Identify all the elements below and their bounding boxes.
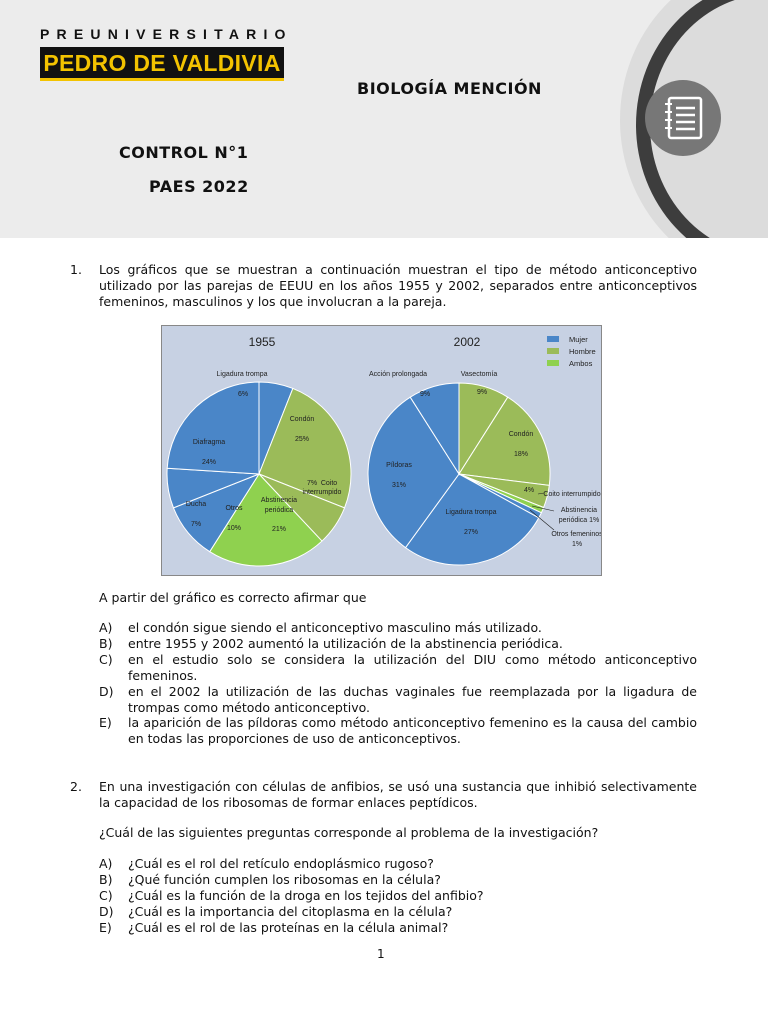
- slice-label: 18%: [513, 451, 529, 458]
- option-letter: A): [99, 620, 113, 635]
- stem-line: utilizado por las parejas de EEUU en los años 1955 y 2002, separados entre anticonceptivos: [99, 278, 697, 293]
- stem-line: femeninos, masculinos y los que involucran a la pareja.: [99, 294, 447, 309]
- option-text: ¿Cuál es el rol del retículo endoplásmico rugoso?: [128, 856, 434, 871]
- slice-label: Otros femeninos: [551, 531, 601, 538]
- slice-label: 27%: [463, 529, 479, 536]
- slice-label: Condón: [508, 431, 534, 438]
- slice-label: Coito: [320, 480, 338, 487]
- question-stem: [99, 779, 697, 811]
- option-text: en el 2002 la utilización de las duchas vaginales fue reemplazada por la ligadura de: [128, 684, 697, 699]
- slice-label: 24%: [201, 459, 217, 466]
- slice-label: 7%: [306, 480, 318, 487]
- option-text: la aparición de las píldoras como método anticonceptivo femenino es la causa del cambio: [128, 715, 697, 730]
- slice-label: periódica 1%: [558, 517, 600, 524]
- legend-label: Ambos: [569, 359, 593, 368]
- slice-label: 6%: [237, 391, 249, 398]
- slice-label: Ducha: [185, 501, 207, 508]
- legend-swatch-hombre: [547, 348, 559, 354]
- legend-label: Mujer: [569, 335, 588, 344]
- option-letter: D): [99, 684, 114, 699]
- slice-label: periódica: [264, 507, 294, 514]
- option-letter: B): [99, 636, 113, 651]
- slice-label: Otros: [225, 505, 243, 512]
- question-number: 2.: [70, 779, 82, 794]
- option-text: en el estudio solo se considera la utilización del DIU como método anticonceptivo: [128, 652, 697, 667]
- option-text: ¿Cuál es el rol de las proteínas en la célula animal?: [128, 920, 449, 935]
- slice-label: Vasectomía: [460, 371, 498, 378]
- legend-label: Hombre: [569, 347, 596, 356]
- notebook-icon: [645, 80, 721, 156]
- logo: [40, 47, 284, 81]
- slice-label: Coito interrumpido: [543, 491, 601, 498]
- pie-2002: [368, 383, 550, 565]
- legend-swatch-ambos: [547, 360, 559, 366]
- legend-swatch-mujer: [547, 336, 559, 342]
- option-letter: A): [99, 856, 113, 871]
- logo-name-text: PEDRO DE VALDIVIA: [43, 50, 281, 76]
- page-header: [0, 0, 768, 238]
- control-title: CONTROL N°1: [119, 143, 249, 162]
- slice-label: Abstinencia: [260, 497, 298, 504]
- slice-label: interrumpido: [302, 489, 342, 496]
- question-lead: ¿Cuál de las siguientes preguntas corresponde al problema de la investigación?: [99, 825, 599, 840]
- option-text: trompas como método anticonceptivo.: [128, 700, 371, 715]
- page-number: 1: [377, 947, 385, 961]
- option-text: ¿Qué función cumplen los ribosomas en la célula?: [128, 872, 441, 887]
- charts-svg: [162, 326, 601, 575]
- stem-line: En una investigación con células de anfibios, se usó una sustancia que inhibió selectivamente: [99, 779, 697, 794]
- chart-title-1955: 1955: [248, 335, 276, 349]
- option-letter: B): [99, 872, 113, 887]
- slice-label: Píldoras: [386, 462, 412, 469]
- slice-label: 9%: [476, 389, 488, 396]
- option-letter: C): [99, 888, 113, 903]
- slice-label: Diafragma: [192, 439, 226, 446]
- contraceptive-charts: [161, 325, 602, 576]
- option-text: entre 1955 y 2002 aumentó la utilización de la abstinencia periódica.: [128, 636, 563, 651]
- option-text: femeninos.: [128, 668, 198, 683]
- slice-label: 7%: [190, 521, 202, 528]
- slice-label: 21%: [271, 526, 287, 533]
- slice-label: Abstinencia: [560, 507, 598, 514]
- chart-legend: [547, 335, 596, 368]
- question-stem: [99, 262, 697, 310]
- slice-label: 10%: [226, 525, 242, 532]
- stem-line: Los gráficos que se muestran a continuación muestran el tipo de método anticonceptivo: [99, 262, 697, 277]
- option-letter: D): [99, 904, 114, 919]
- slice-label: 9%: [419, 391, 431, 398]
- option-text: ¿Cuál es la importancia del citoplasma en la célula?: [128, 904, 453, 919]
- option-text: el condón sigue siendo el anticonceptivo masculino más utilizado.: [128, 620, 542, 635]
- option-letter: E): [99, 920, 112, 935]
- option-text: en todas las proporciones de uso de anticonceptivos.: [128, 731, 461, 746]
- slice-label: 25%: [294, 436, 310, 443]
- logo-top-text: PREUNIVERSITARIO: [40, 26, 293, 42]
- subject-title: BIOLOGÍA MENCIÓN: [357, 79, 542, 98]
- option-text: ¿Cuál es la función de la droga en los tejidos del anfibio?: [128, 888, 484, 903]
- option-letter: C): [99, 652, 113, 667]
- question-lead: A partir del gráfico es correcto afirmar que: [99, 590, 367, 605]
- slice-label: Ligadura trompa: [445, 509, 497, 516]
- question-number: 1.: [70, 262, 82, 277]
- slice-label: Ligadura trompa: [216, 371, 268, 378]
- slice-label: 4%: [523, 487, 535, 494]
- chart-title-2002: 2002: [453, 335, 481, 349]
- option-letter: E): [99, 715, 112, 730]
- slice-label: Acción prolongada: [369, 371, 427, 378]
- stem-line: la capacidad de los ribosomas de formar enlaces peptídicos.: [99, 795, 478, 810]
- slice-label: 1%: [571, 541, 583, 548]
- slice-label: 31%: [391, 482, 407, 489]
- pie-1955: [167, 382, 351, 566]
- slice-label: Condón: [289, 416, 315, 423]
- exam-title: PAES 2022: [149, 177, 249, 196]
